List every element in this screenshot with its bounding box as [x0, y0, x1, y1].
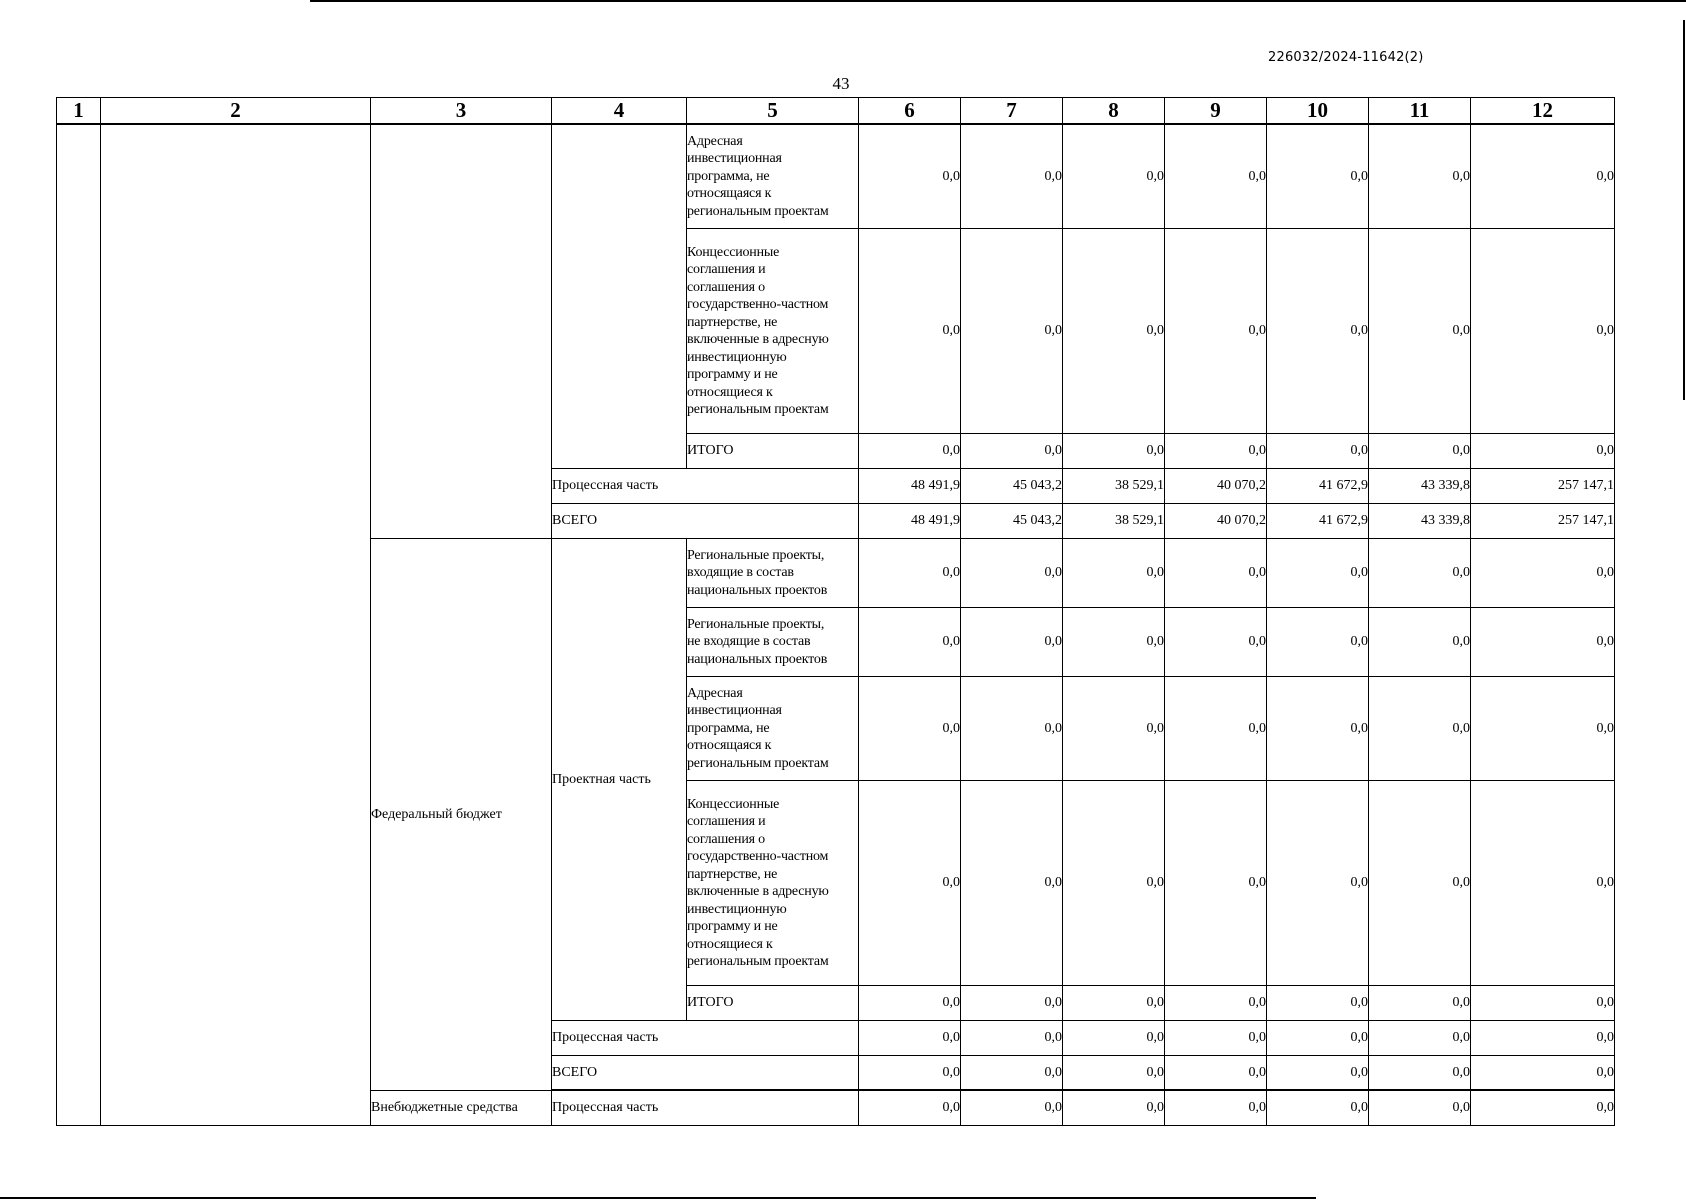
value-cell: 0,0: [1267, 1021, 1369, 1056]
value-cell: 0,0: [1267, 434, 1369, 469]
value-cell: 0,0: [1063, 986, 1165, 1021]
value-cell: 0,0: [1471, 986, 1615, 1021]
value-cell: 0,0: [961, 124, 1063, 229]
value-cell: 0,0: [859, 677, 961, 781]
scan-edge-bottom: [0, 1197, 1316, 1199]
value-cell: 0,0: [1165, 781, 1267, 986]
page-number: 43: [832, 74, 850, 93]
value-cell: 0,0: [961, 1091, 1063, 1126]
value-cell: 40 070,2: [1165, 504, 1267, 539]
total-label: ВСЕГО: [552, 1056, 859, 1090]
value-cell: 0,0: [1165, 1021, 1267, 1056]
value-cell: 0,0: [1471, 124, 1615, 229]
value-cell: 0,0: [961, 1056, 1063, 1090]
value-cell: 41 672,9: [1267, 469, 1369, 504]
total-label: ВСЕГО: [552, 504, 859, 539]
value-cell: 0,0: [1165, 608, 1267, 677]
value-cell: 0,0: [1063, 608, 1165, 677]
value-cell: 0,0: [1267, 229, 1369, 434]
value-cell: 0,0: [1369, 229, 1471, 434]
col4-cell: [552, 124, 687, 469]
value-cell: 0,0: [1165, 1056, 1267, 1090]
row-description: Концессионные соглашения и соглашения о государственно-частном партнерстве, не включенные в адресную инвестиционную программу и не относящиеся к региональным проектам: [687, 781, 859, 986]
value-cell: 0,0: [1471, 434, 1615, 469]
value-cell: 41 672,9: [1267, 504, 1369, 539]
value-cell: 0,0: [1369, 608, 1471, 677]
header-row: [57, 98, 1615, 124]
value-cell: 48 491,9: [859, 504, 961, 539]
itogo-label: ИТОГО: [687, 986, 859, 1021]
value-cell: 0,0: [1369, 1091, 1471, 1126]
column-header: 12: [1471, 98, 1615, 124]
value-cell: 0,0: [859, 1021, 961, 1056]
column-header: 10: [1267, 98, 1369, 124]
value-cell: 0,0: [859, 781, 961, 986]
value-cell: 0,0: [1267, 1091, 1369, 1126]
value-cell: 0,0: [1369, 1021, 1471, 1056]
value-cell: 38 529,1: [1063, 504, 1165, 539]
value-cell: 0,0: [1267, 986, 1369, 1021]
value-cell: 0,0: [961, 986, 1063, 1021]
value-cell: 43 339,8: [1369, 504, 1471, 539]
funding-source-extrabudgetary: Внебюджетные средства: [371, 1091, 552, 1126]
value-cell: 0,0: [1369, 677, 1471, 781]
table-row: [57, 124, 1615, 229]
column-header: 11: [1369, 98, 1471, 124]
row-description: Адресная инвестиционная программа, не относящаяся к региональным проектам: [687, 677, 859, 781]
value-cell: 0,0: [1369, 434, 1471, 469]
value-cell: 0,0: [1471, 1021, 1615, 1056]
value-cell: 0,0: [1165, 124, 1267, 229]
column-header: 2: [101, 98, 371, 124]
itogo-label: ИТОГО: [687, 434, 859, 469]
value-cell: 0,0: [961, 539, 1063, 608]
value-cell: 0,0: [1369, 986, 1471, 1021]
process-part-label: Процессная часть: [552, 1091, 859, 1126]
value-cell: 0,0: [961, 1021, 1063, 1056]
funding-source-federal: Федеральный бюджет: [371, 539, 552, 1091]
value-cell: 0,0: [1369, 539, 1471, 608]
budget-table: [56, 97, 1615, 1126]
value-cell: 0,0: [1063, 229, 1165, 434]
process-part-label: Процессная часть: [552, 1021, 859, 1056]
value-cell: 0,0: [1471, 229, 1615, 434]
value-cell: 0,0: [1267, 1056, 1369, 1090]
value-cell: 0,0: [1471, 1091, 1615, 1126]
value-cell: 0,0: [859, 986, 961, 1021]
value-cell: 40 070,2: [1165, 469, 1267, 504]
value-cell: 38 529,1: [1063, 469, 1165, 504]
value-cell: 0,0: [1063, 124, 1165, 229]
value-cell: 0,0: [859, 1091, 961, 1126]
column-header: 6: [859, 98, 961, 124]
column-header: 5: [687, 98, 859, 124]
value-cell: 0,0: [1063, 1091, 1165, 1126]
value-cell: 0,0: [1063, 781, 1165, 986]
value-cell: 0,0: [1267, 124, 1369, 229]
value-cell: 0,0: [1471, 608, 1615, 677]
value-cell: 0,0: [1369, 124, 1471, 229]
value-cell: 0,0: [1267, 781, 1369, 986]
value-cell: 0,0: [1165, 229, 1267, 434]
value-cell: 0,0: [1165, 986, 1267, 1021]
column-header: 1: [57, 98, 101, 124]
value-cell: 257 147,1: [1471, 469, 1615, 504]
value-cell: 0,0: [859, 229, 961, 434]
value-cell: 0,0: [961, 608, 1063, 677]
value-cell: 0,0: [859, 124, 961, 229]
value-cell: 45 043,2: [961, 469, 1063, 504]
col2-cell: [101, 124, 371, 1126]
value-cell: 0,0: [961, 677, 1063, 781]
value-cell: 45 043,2: [961, 504, 1063, 539]
value-cell: 0,0: [859, 539, 961, 608]
column-header: 7: [961, 98, 1063, 124]
col1-cell: [57, 124, 101, 1126]
column-header: 8: [1063, 98, 1165, 124]
row-description: Региональные проекты, входящие в состав национальных проектов: [687, 539, 859, 608]
value-cell: 0,0: [1471, 1056, 1615, 1090]
column-header: 4: [552, 98, 687, 124]
value-cell: 0,0: [859, 1056, 961, 1090]
column-header: 3: [371, 98, 552, 124]
value-cell: 0,0: [1063, 434, 1165, 469]
value-cell: 0,0: [1471, 539, 1615, 608]
column-header: 9: [1165, 98, 1267, 124]
value-cell: 0,0: [1063, 539, 1165, 608]
process-part-label: Процессная часть: [552, 469, 859, 504]
row-description: Региональные проекты, не входящие в состав национальных проектов: [687, 608, 859, 677]
value-cell: 0,0: [1369, 781, 1471, 986]
value-cell: 43 339,8: [1369, 469, 1471, 504]
value-cell: 0,0: [1369, 1056, 1471, 1090]
scan-edge-top: [310, 0, 1686, 2]
value-cell: 0,0: [1165, 434, 1267, 469]
value-cell: 0,0: [1063, 677, 1165, 781]
value-cell: 0,0: [1267, 677, 1369, 781]
value-cell: 0,0: [859, 434, 961, 469]
row-description: Концессионные соглашения и соглашения о государственно-частном партнерстве, не включенные в адресную инвестиционную программу и не относящиеся к региональным проектам: [687, 229, 859, 434]
project-part-label: Проектная часть: [552, 539, 687, 1021]
value-cell: 257 147,1: [1471, 504, 1615, 539]
value-cell: 0,0: [1063, 1056, 1165, 1090]
value-cell: 0,0: [859, 608, 961, 677]
value-cell: 0,0: [1165, 1091, 1267, 1126]
value-cell: 0,0: [1063, 1021, 1165, 1056]
value-cell: 0,0: [1471, 781, 1615, 986]
value-cell: 48 491,9: [859, 469, 961, 504]
col3-cell: [371, 124, 552, 539]
value-cell: 0,0: [961, 781, 1063, 986]
value-cell: 0,0: [1267, 608, 1369, 677]
value-cell: 0,0: [1267, 539, 1369, 608]
value-cell: 0,0: [1165, 677, 1267, 781]
value-cell: 0,0: [961, 434, 1063, 469]
row-description: Адресная инвестиционная программа, не относящаяся к региональным проектам: [687, 124, 859, 229]
value-cell: 0,0: [1165, 539, 1267, 608]
value-cell: 0,0: [1471, 677, 1615, 781]
value-cell: 0,0: [961, 229, 1063, 434]
document-code: 226032/2024-11642(2): [1268, 50, 1424, 65]
scan-edge-right: [1683, 20, 1685, 400]
